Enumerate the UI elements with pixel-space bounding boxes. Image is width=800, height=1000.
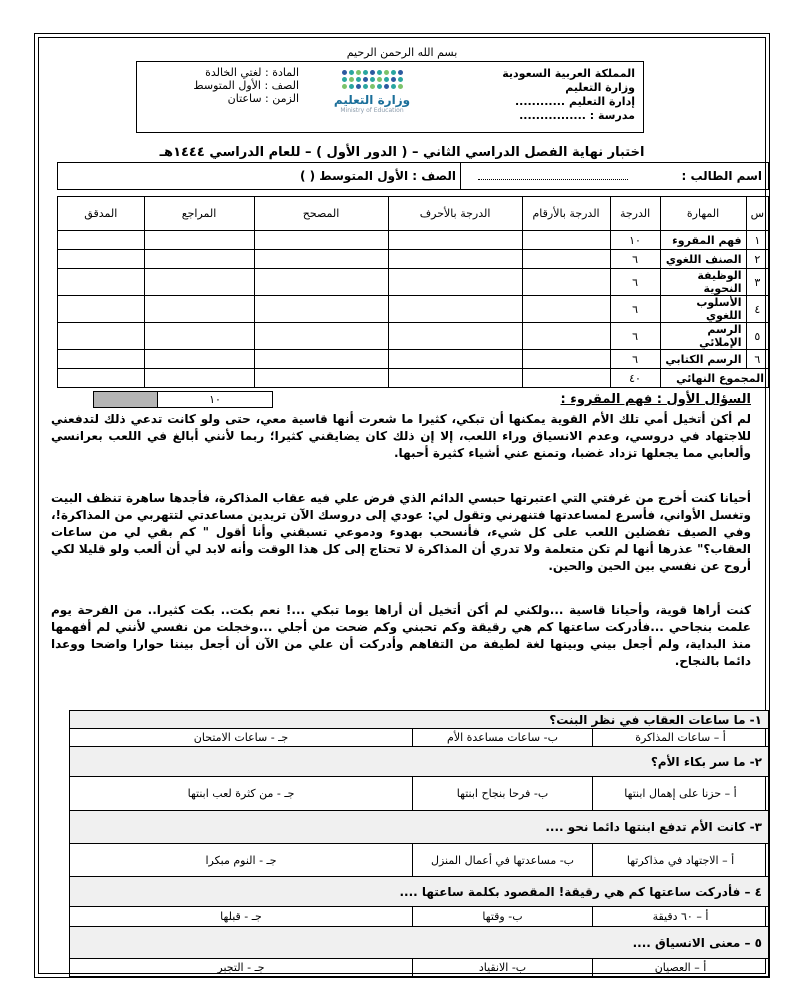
row-skill: الرسم الإملائي bbox=[660, 323, 746, 350]
row-score: ٦ bbox=[610, 250, 660, 269]
question-row bbox=[70, 927, 769, 959]
question-row bbox=[70, 747, 769, 777]
basmala: بسم الله الرحمن الرحيم bbox=[346, 46, 458, 59]
option-c[interactable]: جـ - قبلها bbox=[70, 907, 413, 927]
header-box bbox=[136, 61, 644, 133]
auditor-cell[interactable] bbox=[58, 269, 145, 296]
exam-page bbox=[34, 33, 770, 978]
score-letters-cell[interactable] bbox=[388, 250, 522, 269]
grades-row bbox=[58, 250, 769, 269]
corrector-cell[interactable] bbox=[254, 296, 388, 323]
grades-row bbox=[58, 269, 769, 296]
reviewer-cell[interactable] bbox=[144, 296, 254, 323]
student-row-divider bbox=[460, 163, 461, 189]
option-c[interactable]: جـ - من كثرة لعب ابنتها bbox=[70, 777, 413, 811]
options-row bbox=[70, 959, 769, 977]
score-digits-cell[interactable] bbox=[522, 231, 610, 250]
score-digits-cell[interactable] bbox=[522, 323, 610, 350]
header-ministry: وزارة التعليم bbox=[565, 81, 635, 94]
score-digits-cell[interactable] bbox=[522, 296, 610, 323]
row-score: ٦ bbox=[610, 269, 660, 296]
row-skill: فهم المقروء bbox=[660, 231, 746, 250]
reviewer-cell[interactable] bbox=[144, 231, 254, 250]
total-digits-cell[interactable] bbox=[522, 369, 610, 388]
passage-paragraph-3: كنت أراها قوية، وأحيانا قاسية ...ولكني لم أكن أتخيل أن أراها يوما تبكي ...! نعم بكت.. بكت كثيرا.. من الفرحة يوم علمت بنجاحي ...فأدركت ساعتها كم هي رقيقة وكم تحبني وكم ضحت من أجلي ...وخجلت من نفسي لأنني لم أفهمها منذ البداية، ولم أجعل بيني وبينها لغة لطيفة من التفاهم وأدركت أن علي من الآن أن أجعل بيننا حوارا واضحا ووعدا دائما بالنجاح. bbox=[51, 603, 751, 668]
question-row bbox=[70, 877, 769, 907]
score-digits-cell[interactable] bbox=[522, 250, 610, 269]
header-grade: الصف : الأول المتوسط bbox=[193, 79, 299, 92]
question-text: ٥ – معنى الانسياق .... bbox=[70, 927, 769, 959]
row-skill: الصنف اللغوي bbox=[660, 250, 746, 269]
option-a[interactable]: أ – حزنا على إهمال ابنتها bbox=[593, 777, 769, 811]
options-row bbox=[70, 844, 769, 877]
row-skill: الأسلوب اللغوي bbox=[660, 296, 746, 323]
reviewer-cell[interactable] bbox=[144, 250, 254, 269]
reviewer-cell[interactable] bbox=[144, 323, 254, 350]
passage-paragraph-1: لم أكن أتخيل أمي تلك الأم القوية يمكنها أن تبكي، كثيرا ما شعرت أنها قاسية معي، حتى ولو كانت تدعي ذلك لتدفعني للاجتهاد في دروسي، وعدم الانسياق وراء اللعب، إلا إن ذلك كان يضايقني كثيرا؛ ربما لأنني أبالغ في اللعب بعرانسي وألعابي مما يجعلها تزداد غضبا، وتمنع عني أشياء كثيرة أحبها. bbox=[51, 412, 751, 460]
row-number: ٦ bbox=[746, 350, 768, 369]
header-school: مدرسة : ................ bbox=[519, 109, 635, 122]
row-score: ٦ bbox=[610, 350, 660, 369]
section1-score-box bbox=[93, 391, 273, 408]
question-text: ١- ما ساعات العقاب في نظر البنت؟ bbox=[70, 711, 769, 729]
section1-score: ١٠ bbox=[209, 393, 221, 406]
auditor-cell[interactable] bbox=[58, 231, 145, 250]
option-c[interactable]: جـ - التجبر bbox=[70, 959, 413, 977]
question-row bbox=[70, 711, 769, 729]
row-number: ٥ bbox=[746, 323, 768, 350]
corrector-cell[interactable] bbox=[254, 231, 388, 250]
logo-arabic-text: وزارة التعليم bbox=[333, 93, 411, 107]
grades-col-corrector: المصحح bbox=[254, 197, 388, 231]
row-score: ٦ bbox=[610, 323, 660, 350]
option-a[interactable]: أ – ساعات المذاكرة bbox=[593, 729, 769, 747]
student-info-row bbox=[57, 162, 769, 190]
total-reviewer-cell[interactable] bbox=[144, 369, 254, 388]
options-row bbox=[70, 729, 769, 747]
header-kingdom: المملكة العربية السعودية bbox=[502, 67, 635, 80]
grades-col-auditor: المدقق bbox=[58, 197, 145, 231]
total-label: المجموع النهائي bbox=[660, 369, 768, 388]
option-c[interactable]: جـ - النوم مبكرا bbox=[70, 844, 413, 877]
row-number: ٢ bbox=[746, 250, 768, 269]
header-duration: الزمن : ساعتان bbox=[227, 92, 299, 105]
row-number: ٣ bbox=[746, 269, 768, 296]
grades-header-row bbox=[58, 197, 769, 231]
options-row bbox=[70, 777, 769, 811]
grades-col-score-letters: الدرجة بالأحرف bbox=[388, 197, 522, 231]
row-score: ١٠ bbox=[610, 231, 660, 250]
grades-table bbox=[57, 196, 769, 388]
option-a[interactable]: أ – الاجتهاد في مذاكرتها bbox=[593, 844, 769, 877]
question-text: ٢- ما سر بكاء الأم؟ bbox=[70, 747, 769, 777]
grades-col-skill: المهارة bbox=[660, 197, 746, 231]
row-skill: الرسم الكتابي bbox=[660, 350, 746, 369]
logo-dots-icon bbox=[341, 70, 403, 89]
option-b[interactable]: ب- الانقياد bbox=[413, 959, 593, 977]
grades-row bbox=[58, 296, 769, 323]
total-corrector-cell[interactable] bbox=[254, 369, 388, 388]
option-b[interactable]: ب- مساعدتها في أعمال المنزل bbox=[413, 844, 593, 877]
header-subject: المادة : لغتي الخالدة bbox=[205, 66, 299, 79]
score-letters-cell[interactable] bbox=[388, 296, 522, 323]
row-score: ٦ bbox=[610, 296, 660, 323]
options-row bbox=[70, 907, 769, 927]
section1-title: السؤال الأول : فهم المقروء : bbox=[560, 392, 751, 407]
student-name-field[interactable] bbox=[478, 179, 628, 180]
logo-english-text: Ministry of Education bbox=[340, 107, 404, 114]
corrector-cell[interactable] bbox=[254, 269, 388, 296]
total-letters-cell[interactable] bbox=[388, 369, 522, 388]
row-number: ٤ bbox=[746, 296, 768, 323]
reviewer-cell[interactable] bbox=[144, 350, 254, 369]
score-letters-cell[interactable] bbox=[388, 350, 522, 369]
auditor-cell[interactable] bbox=[58, 296, 145, 323]
grades-col-number: س bbox=[746, 197, 768, 231]
grades-col-score-digits: الدرجة بالأرقام bbox=[522, 197, 610, 231]
question-row bbox=[70, 811, 769, 844]
score-digits-cell[interactable] bbox=[522, 269, 610, 296]
auditor-cell[interactable] bbox=[58, 250, 145, 269]
row-skill: الوظيفة النحوية bbox=[660, 269, 746, 296]
student-class-label: الصف : الأول المتوسط ( ) bbox=[299, 169, 456, 183]
exam-title: اختبار نهاية الفصل الدراسي الثاني – ( الدور الأول ) – للعام الدراسي ١٤٤٤هـ bbox=[159, 145, 645, 160]
grades-row bbox=[58, 323, 769, 350]
corrector-cell[interactable] bbox=[254, 250, 388, 269]
total-auditor-cell[interactable] bbox=[58, 369, 145, 388]
section1-student-score-field[interactable] bbox=[94, 392, 158, 407]
row-number: ١ bbox=[746, 231, 768, 250]
grades-col-reviewer: المراجع bbox=[144, 197, 254, 231]
header-left-block bbox=[149, 66, 299, 105]
score-digits-cell[interactable] bbox=[522, 350, 610, 369]
auditor-cell[interactable] bbox=[58, 323, 145, 350]
grades-row bbox=[58, 231, 769, 250]
student-name-label: اسم الطالب : bbox=[681, 169, 762, 183]
passage-paragraph-2: أحيانا كنت أخرج من غرفتي التي اعتبرتها حبسي الدائم الذي فرض علي فيه عقاب المذاكرة، فأجدها ساهرة تنظف البيت وتغسل الأواني، فأسرع لمساعدتها فتنهرني وتقول لي: عودي إلى دروسك الآن تريدين مساعدتي لتتهربي من المذاكرة!، وفي الصيف تفضلين اللعب على كل شيء، فأنسحب بهدوء ودموعي تسبقني وأنا أقول " كم بقي لي من ساعات العقاب؟" عذرها أنها لم تكن متعلمة ولا تدري أن المذاكرة لا تحتاج إلى كل هذا الوقت وأنه لابد لي أن ألعب ولو قليلا لكي أروح عن نفسي بين الحين والحين. bbox=[51, 491, 751, 573]
score-letters-cell[interactable] bbox=[388, 231, 522, 250]
option-b[interactable]: ب- ساعات مساعدة الأم bbox=[413, 729, 593, 747]
grades-total-row bbox=[58, 369, 769, 388]
corrector-cell[interactable] bbox=[254, 350, 388, 369]
reviewer-cell[interactable] bbox=[144, 269, 254, 296]
option-a[interactable]: أ – ٦٠ دقيقة bbox=[593, 907, 769, 927]
ministry-logo bbox=[317, 70, 427, 126]
header-right-block bbox=[485, 67, 635, 123]
question-text: ٤ – فأدركت ساعتها كم هي رقيقة! المقصود بكلمة ساعتها .... bbox=[70, 877, 769, 907]
question-text: ٣- كانت الأم تدفع ابنتها دائما نحو .... bbox=[70, 811, 769, 844]
auditor-cell[interactable] bbox=[58, 350, 145, 369]
option-a[interactable]: أ – العصيان bbox=[593, 959, 769, 977]
option-c[interactable]: جـ - ساعات الامتحان bbox=[70, 729, 413, 747]
score-letters-cell[interactable] bbox=[388, 323, 522, 350]
grades-col-score: الدرجة bbox=[610, 197, 660, 231]
header-education-dept: إدارة التعليم ............ bbox=[514, 95, 635, 108]
corrector-cell[interactable] bbox=[254, 323, 388, 350]
questions-table bbox=[69, 710, 769, 977]
total-score: ٤٠ bbox=[610, 369, 660, 388]
grades-row bbox=[58, 350, 769, 369]
option-b[interactable]: ب- وقتها bbox=[413, 907, 593, 927]
score-letters-cell[interactable] bbox=[388, 269, 522, 296]
option-b[interactable]: ب- فرحا بنجاح ابنتها bbox=[413, 777, 593, 811]
exam-page-inner-border bbox=[38, 37, 766, 974]
